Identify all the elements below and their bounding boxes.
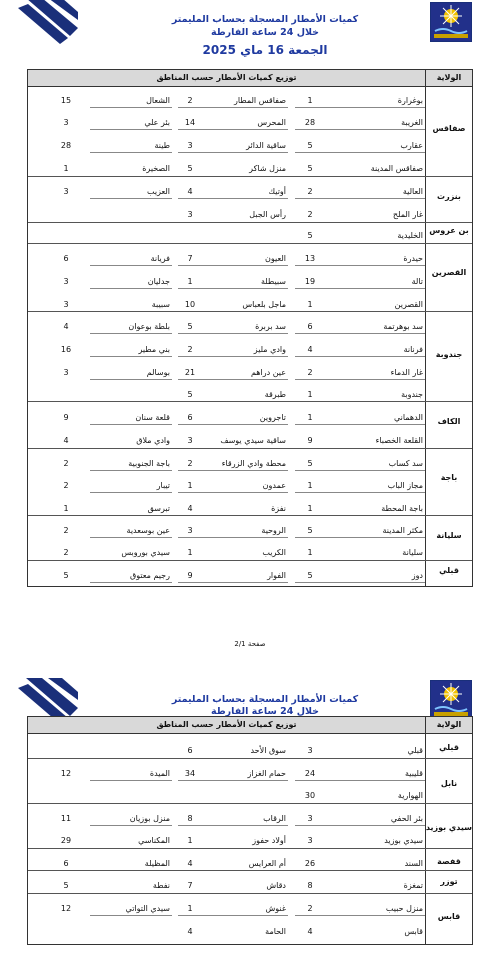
rain-value: 30 (304, 791, 316, 800)
station-name: أولاد حفوز (252, 836, 286, 845)
wilaya-label: قبلي (439, 566, 459, 575)
station-name: المكناسي (138, 836, 170, 845)
wilaya-label: قابس (437, 912, 461, 921)
station-name: الخليدية (397, 231, 423, 240)
station-name: سليانة (402, 548, 423, 557)
rain-value: 5 (307, 526, 313, 535)
wilaya-label: قفصة (437, 857, 461, 866)
header-wilaya: الولاية (425, 70, 472, 86)
report-title: كميات الأمطار المسجلة بحساب المليمتر (171, 694, 359, 705)
rain-value: 4 (187, 859, 193, 868)
header-distribution: توزيع كميات الأمطار حسب المناطق (156, 73, 297, 82)
station-name: سبيطلة (260, 277, 286, 286)
table-row (28, 403, 425, 425)
table-row (28, 804, 425, 826)
table-row (28, 177, 425, 199)
table-row (28, 561, 425, 583)
rain-value: 28 (304, 118, 316, 127)
station-name: سيدي بوزيد (384, 836, 423, 845)
rain-value: 9 (63, 413, 69, 422)
rain-value: 5 (187, 164, 193, 173)
station-name: رجيم معتوق (130, 571, 170, 580)
table-row (28, 290, 425, 312)
station-name: الحامة (265, 927, 286, 936)
rain-value: 6 (63, 859, 69, 868)
rain-value: 2 (63, 548, 69, 557)
rain-value: 4 (307, 345, 313, 354)
rain-value: 3 (63, 187, 69, 196)
table-row (28, 200, 425, 222)
station-name: سوق الأحد (250, 746, 286, 755)
station-name: المحرس (257, 118, 286, 127)
diagonal-stripes-icon (18, 0, 78, 48)
station-name: السند (404, 859, 423, 868)
rain-value: 26 (304, 859, 316, 868)
table-row (28, 358, 425, 380)
rain-value: 8 (187, 814, 193, 823)
station-name: الميدة (149, 769, 170, 778)
station-name: صفاقس المطار (234, 96, 286, 105)
table-row (28, 759, 425, 781)
station-name: ساقية سيدي يوسف (220, 436, 286, 445)
rain-value: 2 (63, 459, 69, 468)
rain-value: 1 (307, 413, 313, 422)
rain-value: 8 (307, 881, 313, 890)
station-name: صفاقس المدينة (370, 164, 423, 173)
station-name: مجاز الباب (387, 481, 423, 490)
table-row (28, 108, 425, 130)
table-header (28, 717, 472, 734)
rain-value: 34 (184, 769, 196, 778)
station-name: سيدي التواتي (125, 904, 170, 913)
rain-value: 29 (60, 836, 72, 845)
station-name: المظيلة (144, 859, 170, 868)
rain-value: 4 (307, 927, 313, 936)
wilaya-label: بن عروس (429, 226, 469, 235)
page-number: صفحة 2/1 (234, 640, 266, 648)
table-row (28, 781, 425, 803)
station-name: جندوبة (401, 390, 423, 399)
rain-value: 3 (187, 141, 193, 150)
station-name: منزل بوزيان (129, 814, 170, 823)
rain-value: 1 (307, 481, 313, 490)
rain-value: 5 (187, 322, 193, 331)
rain-value: 28 (60, 141, 72, 150)
table-row (28, 849, 425, 871)
station-name: عمدون (262, 481, 286, 490)
rain-value: 1 (307, 390, 313, 399)
station-name: محطة وادي الزرقاء (221, 459, 286, 468)
rain-value: 2 (63, 481, 69, 490)
rain-value: 1 (307, 504, 313, 513)
station-name: عين دراهم (250, 368, 286, 377)
rain-value: 1 (187, 548, 193, 557)
station-name: ماجل بلعباس (242, 300, 286, 309)
rain-value: 19 (304, 277, 316, 286)
table-row (28, 917, 425, 939)
table-row (28, 494, 425, 516)
station-name: تالة (411, 277, 423, 286)
station-name: الروحية (261, 526, 286, 535)
table-row (28, 426, 425, 448)
table-row (28, 871, 425, 893)
table-row (28, 221, 425, 243)
station-name: الصخيرة (142, 164, 170, 173)
station-name: سيدي بوروبس (121, 548, 170, 557)
station-name: الهوارية (397, 791, 423, 800)
institute-logo-icon (430, 680, 472, 720)
station-name: القصرين (394, 300, 423, 309)
wilaya-label: قبلي (439, 743, 459, 752)
table-row (28, 380, 425, 402)
station-name: سد بربرة (255, 322, 286, 331)
table-row (28, 131, 425, 153)
header-wilaya: الولاية (425, 717, 472, 733)
rain-value: 3 (307, 746, 313, 755)
station-name: العيون (265, 254, 286, 263)
station-name: غار الدماء (390, 368, 423, 377)
rain-value: 16 (60, 345, 72, 354)
rain-value: 7 (187, 254, 193, 263)
station-name: مكثر المدينة (382, 526, 423, 535)
wilaya-label: جندوبة (435, 350, 463, 359)
rain-value: 9 (307, 436, 313, 445)
station-name: فريانة (150, 254, 170, 263)
station-name: دقاش (266, 881, 286, 890)
rain-value: 5 (63, 881, 69, 890)
rain-value: 1 (307, 548, 313, 557)
station-name: العالية (402, 187, 423, 196)
station-name: بوغرارة (397, 96, 423, 105)
table-row (28, 538, 425, 560)
rain-value: 3 (307, 836, 313, 845)
rain-value: 6 (187, 746, 193, 755)
station-name: باجة المحطة (381, 504, 423, 513)
rain-value: 4 (187, 927, 193, 936)
station-name: بني مطير (138, 345, 170, 354)
rainfall-table (27, 69, 473, 587)
rain-value: 5 (63, 571, 69, 580)
rain-value: 2 (187, 96, 193, 105)
station-name: طبرقة (264, 390, 286, 399)
wilaya-label: نابل (440, 779, 458, 788)
table-row (28, 826, 425, 848)
rain-value: 4 (63, 436, 69, 445)
station-name: عقارب (400, 141, 423, 150)
station-name: بئر الحفي (390, 814, 423, 823)
rain-value: 2 (187, 345, 193, 354)
rain-value: 12 (60, 769, 72, 778)
station-name: وادي مليز (253, 345, 286, 354)
station-name: قبلي (407, 746, 423, 755)
rain-value: 24 (304, 769, 316, 778)
rain-value: 12 (60, 904, 72, 913)
station-name: سد كساب (388, 459, 423, 468)
wilaya-label: سليانة (436, 531, 462, 540)
rain-value: 5 (307, 141, 313, 150)
station-name: سد بوهرتمة (383, 322, 423, 331)
station-name: تيبار (156, 481, 170, 490)
station-name: تبرسق (147, 504, 170, 513)
station-name: وادي ملاق (136, 436, 170, 445)
header-distribution: توزيع كميات الأمطار حسب المناطق (156, 720, 297, 729)
station-name: غار الملح (392, 210, 423, 219)
station-name: تمغزة (403, 881, 423, 890)
station-name: العزيب (146, 187, 170, 196)
station-name: منزل حبيب (385, 904, 423, 913)
rain-value: 3 (187, 526, 193, 535)
station-name: بوسالم (146, 368, 170, 377)
rain-value: 3 (187, 436, 193, 445)
wilaya-label: سيدي بوزيد (425, 823, 472, 832)
rainfall-table (27, 716, 473, 945)
table-row (28, 86, 425, 108)
station-name: منزل شاكر (249, 164, 286, 173)
wilaya-label: توزر (440, 877, 458, 886)
station-name: قابس (404, 927, 423, 936)
rain-value: 9 (187, 571, 193, 580)
station-name: عين بوسعدية (126, 526, 170, 535)
rain-value: 1 (187, 836, 193, 845)
station-name: القلعة الخصباء (375, 436, 423, 445)
table-row (28, 894, 425, 916)
station-name: فرنانة (403, 345, 423, 354)
rain-value: 2 (307, 368, 313, 377)
station-name: الدهماني (393, 413, 423, 422)
report-subtitle: خلال 24 ساعة الفارطة (210, 27, 320, 38)
table-header (28, 70, 472, 87)
station-name: قليبية (404, 769, 423, 778)
wilaya-label: الكاف (437, 417, 461, 426)
rain-value: 4 (63, 322, 69, 331)
station-name: تاجروين (259, 413, 286, 422)
rain-value: 10 (184, 300, 196, 309)
institute-logo-icon (430, 2, 472, 42)
rain-value: 6 (307, 322, 313, 331)
rain-value: 4 (187, 187, 193, 196)
rain-value: 5 (307, 571, 313, 580)
rain-value: 1 (187, 277, 193, 286)
wilaya-label: باجة (440, 473, 458, 482)
rain-value: 2 (63, 526, 69, 535)
station-name: الفوار (267, 571, 286, 580)
rain-value: 1 (63, 504, 69, 513)
station-name: الغريبة (401, 118, 423, 127)
table-row (28, 736, 425, 758)
rain-value: 5 (187, 390, 193, 399)
station-name: باجة الجنوبية (128, 459, 170, 468)
rain-value: 2 (187, 459, 193, 468)
table-row (28, 312, 425, 334)
station-name: حمام الغزاز (247, 769, 286, 778)
station-name: طينة (154, 141, 170, 150)
rain-value: 14 (184, 118, 196, 127)
rain-value: 1 (307, 300, 313, 309)
station-name: حيدرة (403, 254, 423, 263)
table-row (28, 244, 425, 266)
report-title: كميات الأمطار المسجلة بحساب المليمتر (171, 14, 359, 25)
rain-value: 1 (187, 904, 193, 913)
rain-value: 2 (307, 187, 313, 196)
table-row (28, 449, 425, 471)
rain-value: 1 (187, 481, 193, 490)
station-name: سبيبة (151, 300, 170, 309)
station-name: بلطة بوعوان (128, 322, 170, 331)
rain-value: 5 (307, 231, 313, 240)
station-name: دوز (411, 571, 423, 580)
rain-value: 1 (307, 96, 313, 105)
rain-value: 5 (307, 164, 313, 173)
station-name: أوتيك (268, 187, 286, 196)
station-name: الكريب (262, 548, 286, 557)
wilaya-label: بنزرت (437, 192, 461, 201)
station-name: نفزة (271, 504, 286, 513)
station-name: رأس الجبل (249, 210, 286, 219)
table-row (28, 267, 425, 289)
rain-value: 2 (307, 904, 313, 913)
rain-value: 15 (60, 96, 72, 105)
station-name: الرقاب (263, 814, 286, 823)
wilaya-label: صفاقس (432, 124, 466, 133)
report-subtitle: خلال 24 ساعة الفارطة (210, 706, 320, 717)
rain-value: 4 (187, 504, 193, 513)
rain-value: 3 (63, 118, 69, 127)
rain-value: 11 (60, 814, 72, 823)
table-row (28, 516, 425, 538)
rain-value: 6 (187, 413, 193, 422)
station-name: جدليان (147, 277, 170, 286)
rain-value: 21 (184, 368, 196, 377)
rain-value: 1 (63, 164, 69, 173)
table-row (28, 154, 425, 176)
report-date: الجمعة 16 ماي 2025 (202, 43, 328, 57)
station-name: ساقية الدائر (246, 141, 286, 150)
rain-value: 13 (304, 254, 316, 263)
wilaya-label: القصرين (431, 268, 467, 277)
rain-value: 7 (187, 881, 193, 890)
rain-value: 3 (187, 210, 193, 219)
station-name: الشعال (146, 96, 170, 105)
table-row (28, 335, 425, 357)
rain-value: 5 (307, 459, 313, 468)
rain-value: 6 (63, 254, 69, 263)
table-row (28, 471, 425, 493)
rain-value: 3 (63, 277, 69, 286)
rain-value: 3 (63, 300, 69, 309)
rain-value: 3 (63, 368, 69, 377)
station-name: أم العرايس (248, 859, 286, 868)
station-name: بئر علي (144, 118, 170, 127)
station-name: غنوش (265, 904, 286, 913)
station-name: قلعة سنان (135, 413, 170, 422)
station-name: نفطة (152, 881, 170, 890)
rain-value: 3 (307, 814, 313, 823)
rain-value: 2 (307, 210, 313, 219)
